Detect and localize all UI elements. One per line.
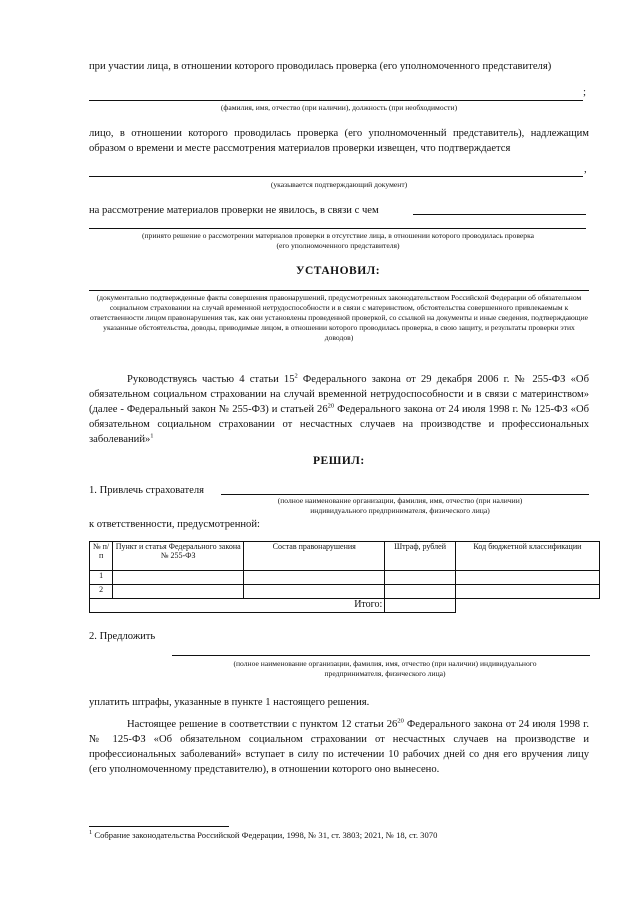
col-fine: Штраф, рублей [385,542,456,571]
absence-paragraph: на рассмотрение материалов проверки не явилось, в связи с чем [89,205,379,216]
row-fine[interactable] [385,585,456,599]
semicolon: ; [583,86,587,98]
effective-text-a: Настоящее решение в соответствии с пунктом 12 статьи 26 [127,719,398,730]
insured-field-line [221,494,589,495]
document-field-line [89,176,583,177]
pay-fines-text: уплатить штрафы, указанные в пункте 1 настоящего решения. [89,697,370,708]
row-number: 1 [90,571,113,585]
effective-sup: 20 [397,717,404,725]
row-number: 2 [90,585,113,599]
representative-field-line [89,100,583,101]
footnote [89,830,437,840]
legal-basis-text-a: Руководствуясь частью 4 статьи 15 [127,374,295,385]
offer-caption-2: предпринимателя, физического лица) [324,669,446,678]
total-fine[interactable] [385,599,456,613]
effective-text-b: Федерального закона от 24 июля 1998 г. № 125-ФЗ «Об обязательном социальном страховании от несчастных случаев на производстве и профессиональных заболеваний» вступает в силу по истечении 10 рабочих дней со дня его вручения лицу (его уполномоченному представителю), в отношении которого оно вынесено. [89,719,589,775]
col-article: Пункт и статья Федерального закона № 255-ФЗ [113,542,244,571]
violations-table [89,541,600,613]
representative-caption: (фамилия, имя, отчество (при наличии), должность (при необходимости) [220,103,458,112]
absence-caption-1: (принято решение о рассмотрении материалов проверки в отсутствие лица, в отношении которого проводилась проверка [141,231,535,240]
footnote-separator [89,826,229,827]
legal-basis-text-c: Федерального закона от 24 июля 1998 г. № 125-ФЗ «Об обязательном социальном страховании от несчастных случаев на производстве и профессиональных заболеваний» [89,404,589,445]
footnote-text: Собрание законодательства Российской Федерации, 1998, № 31, ст. 3803; 2021, № 18, ст. 3070 [92,830,438,840]
table-header-row [90,542,600,571]
insured-caption-2: индивидуального предпринимателя, физического лица) [310,506,490,515]
total-label: Итого: [90,599,385,613]
liability-text: к ответственности, предусмотренной: [89,519,260,530]
row-article[interactable] [113,571,244,585]
row-violation[interactable] [244,571,385,585]
facts-field-line [89,290,589,291]
heading-established: УСТАНОВИЛ: [296,265,381,277]
document-caption: (указывается подтверждающий документ) [270,180,408,189]
legal-basis-text-b: Федерального закона от 29 декабря 2006 г. № 255-ФЗ «Об обязательном социальном страховании на случай временной нетрудоспособности и в связи с материнством» (далее - Федеральный закон № 255-ФЗ) и статьей 26 [89,374,589,415]
table-total-row [90,599,600,613]
col-violation: Состав правонарушения [244,542,385,571]
col-number: № п/п [90,542,113,571]
heading-decided: РЕШИЛ: [313,455,365,467]
facts-caption: (документально подтвержденные факты совершения правонарушений, предусмотренных законодательством Российской Федерации об обязательном социальном страховании на случай временной нетрудоспособности и в связи с материнством, обстоятельства совершенного привлекаемым к ответственности лицом правонарушения так, как они установлены проведенной проверкой, со ссылкой на документы и иные сведения, подтверждающие указанные обстоятельства, доводы, приводимые лицом, в отношении которого проводилась проверка, в свою защиту, и результаты проверки этих доводов) [89,293,589,342]
col-budget-code: Код бюджетной классификации [455,542,599,571]
footnote-reference[interactable]: 1 [150,432,154,440]
legal-basis-paragraph [89,372,589,447]
legal-basis-sup-1: 2 [294,372,298,380]
offer-caption-1: (полное наименование организации, фамилия, имя, отчество (при наличии) индивидуального [233,659,537,668]
row-budget-code[interactable] [455,585,599,599]
participation-text: при участии лица, в отношении которого проводилась проверка (его уполномоченного представителя) [89,61,552,72]
row-budget-code[interactable] [455,571,599,585]
notification-paragraph: лицо, в отношении которого проводилась проверка (его уполномоченный представитель), надлежащим образом о времени и месте рассмотрения материалов проверки извещен, что подтверждается [89,128,589,154]
legal-basis-sup-2: 20 [327,402,335,410]
row-violation[interactable] [244,585,385,599]
comma: , [584,163,587,175]
table-row [90,571,600,585]
effective-paragraph [89,717,589,777]
offer-field-line [172,655,590,656]
item-2-label: 2. Предложить [89,631,156,642]
row-fine[interactable] [385,571,456,585]
total-empty [455,599,599,613]
absence-field-line-1 [413,214,586,215]
item-1-label: 1. Привлечь страхователя [89,485,205,496]
absence-field-line-2 [89,228,586,229]
absence-caption-2: (его уполномоченного представителя) [276,241,400,250]
footnote-mark: 1 [89,829,93,837]
participation-paragraph [89,59,589,74]
insured-caption-1: (полное наименование организации, фамилия, имя, отчество (при наличии) [277,496,523,505]
row-article[interactable] [113,585,244,599]
table-row [90,585,600,599]
